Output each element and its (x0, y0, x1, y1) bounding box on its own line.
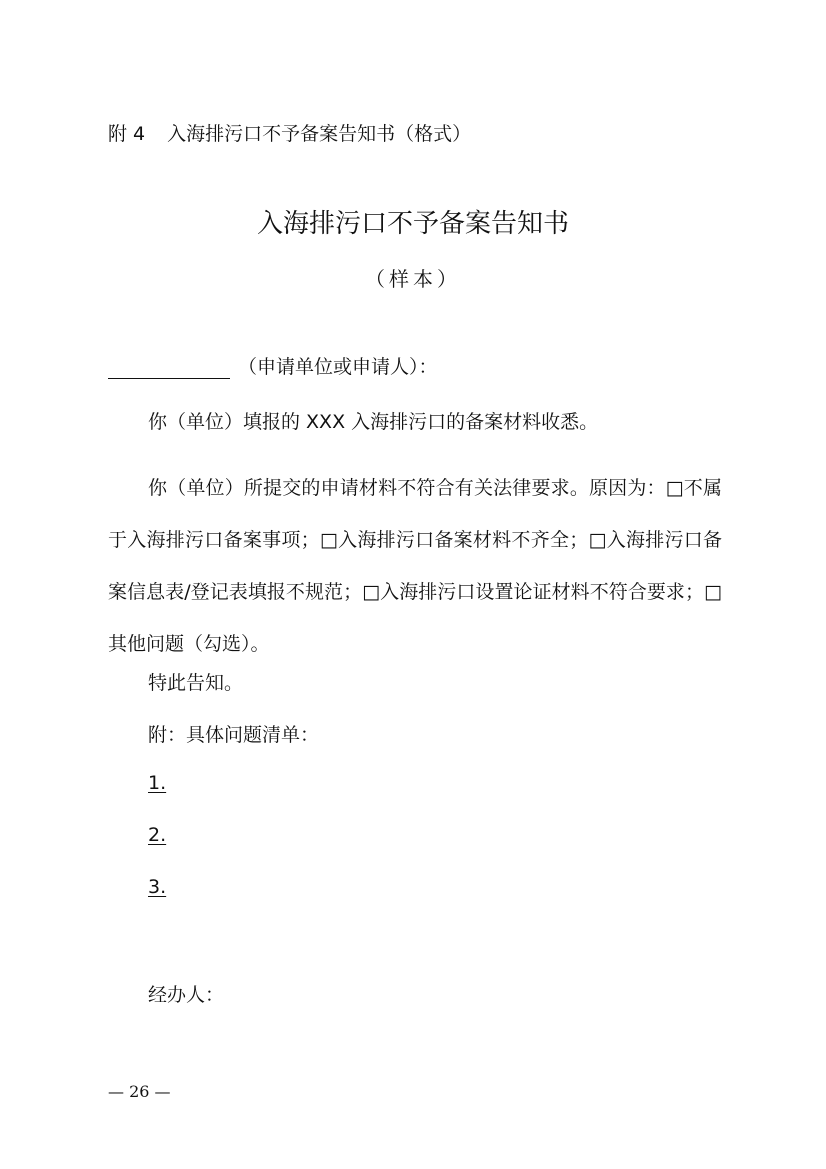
attach-list-heading: 附：具体问题清单： (148, 724, 320, 746)
issue-item-3: 3. (148, 876, 167, 898)
document-subtitle: （样本） (365, 267, 461, 291)
handler-label: 经办人： (148, 984, 225, 1006)
attachment-heading (108, 119, 471, 146)
document-title: 入海排污口不予备案告知书 (256, 209, 569, 239)
notice-paragraph: 特此告知。 (148, 672, 244, 694)
attachment-number: 附 4 (108, 123, 146, 145)
issue-item-2: 2. (148, 824, 167, 846)
attachment-title: 入海排污口不予备案告知书（格式） (167, 123, 472, 145)
addressee-line (108, 352, 438, 379)
issue-item-1: 1. (148, 772, 167, 794)
addressee-label: （申请单位或申请人）： (238, 356, 438, 378)
reason-paragraph: 你（单位）所提交的申请材料不符合有关法律要求。原因为：□不属于入海排污口备案事项；□入海排污口备案材料不齐全；□入海排污口备案信息表/登记表填报不规范；□入海排污口设置论证材料不符合要求；□其他问题（勾选）。 (108, 477, 722, 655)
received-paragraph: 你（单位）填报的 XXX 入海排污口的备案材料收悉。 (148, 411, 599, 433)
addressee-blank (108, 356, 230, 379)
page-number: — 26 — (108, 1082, 171, 1101)
